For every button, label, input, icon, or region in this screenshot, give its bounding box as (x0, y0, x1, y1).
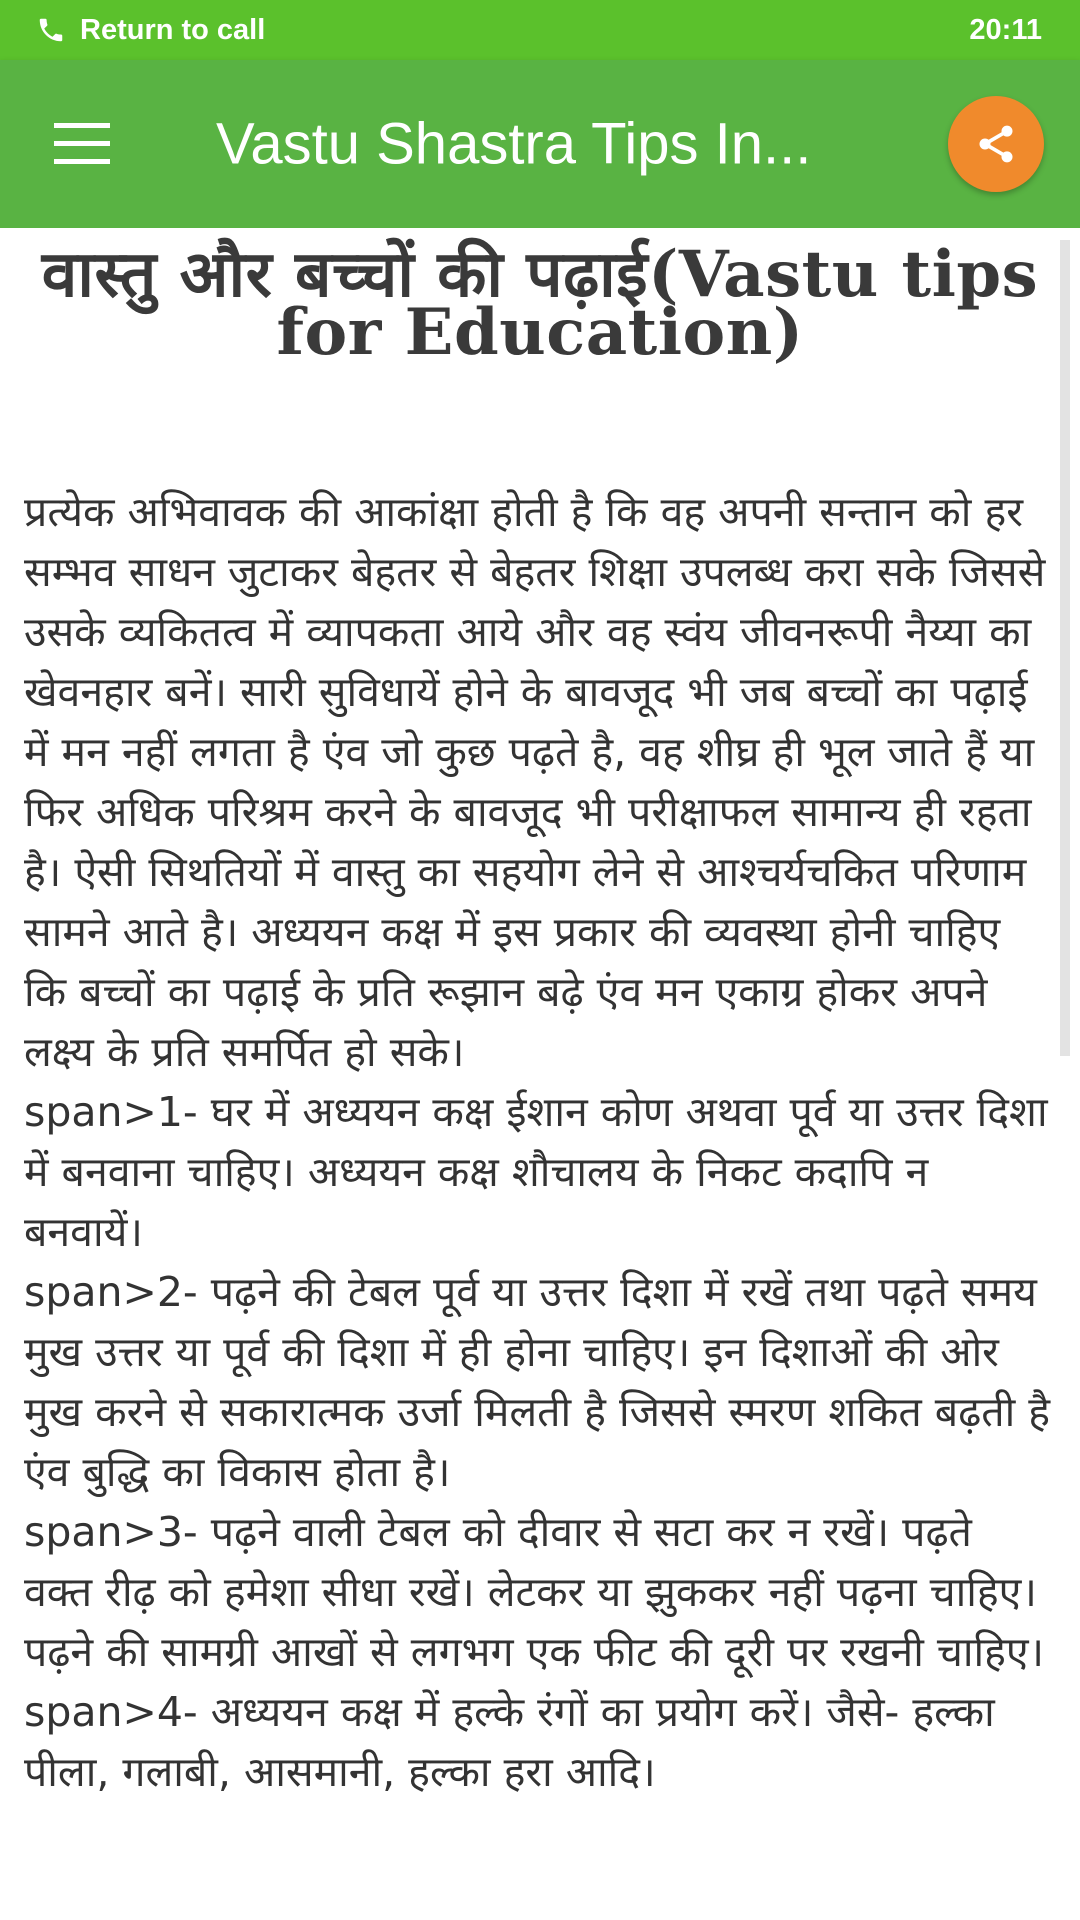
scrollbar[interactable] (1060, 240, 1070, 1056)
phone-icon (36, 15, 66, 45)
return-to-call-banner[interactable] (36, 14, 265, 47)
return-to-call-label: Return to call (80, 13, 266, 46)
article-scroll-view[interactable] (0, 228, 1080, 1920)
article-paragraph: span>2- पढ़ने की टेबल पूर्व या उत्तर दिशा में रखें तथा पढ़ते समय मुख उत्तर या पूर्व की दिशा में ही होना चाहिए। इन दिशाओं की ओर मुख करने से सकारात्मक उर्जा मिलती है जिससे स्मरण शकित बढ़ती है एंव बुद्धि का विकास होता है। (24, 1268, 1051, 1496)
article-paragraph: span>4- अध्ययन कक्ष में हल्के रंगों का प्रयोग करें। जैसे- हल्का पीला, गलाबी, आसमानी, हल्का हरा आदि। (24, 1688, 995, 1796)
article-paragraph: span>3- पढ़ने वाली टेबल को दीवार से सटा कर न रखें। पढ़ते वक्त रीढ़ को हमेशा सीधा रखें। लेटकर या झुककर नहीं पढ़ना चाहिए। पढ़ने की सामग्री आखों से लगभग एक फीट की दूरी पर रखनी चाहिए। (24, 1508, 1045, 1676)
app-title: Vastu Shastra Tips In... (216, 111, 812, 177)
hamburger-menu-icon (54, 120, 114, 168)
share-icon (974, 122, 1018, 166)
app-toolbar (0, 60, 1080, 228)
clock: 20:11 (969, 13, 1042, 46)
article-title: वास्तु और बच्चों की पढ़ाई(Vastu tips for Education) (41, 237, 1039, 370)
share-button[interactable] (948, 96, 1044, 192)
menu-button[interactable] (40, 100, 128, 188)
article-body (24, 482, 1052, 1802)
status-bar (0, 0, 1080, 60)
article-paragraph: span>1- घर में अध्ययन कक्ष ईशान कोण अथवा पूर्व या उत्तर दिशा में बनवाना चाहिए। अध्ययन कक्ष शौचालय के निकट कदापि न बनवायें। (24, 1088, 1048, 1256)
article-paragraph: प्रत्येक अभिवावक की आकांक्षा होती है कि वह अपनी सन्तान को हर सम्भव साधन जुटाकर बेहतर से बेहतर शिक्षा उपलब्ध करा सके जिससे उसके व्यकितत्व में व्यापकता आये और वह स्वंय जीवनरूपी नैय्या का खेवनहार बनें। सारी सुविधायें होने के बावजूद भी जब बच्चों का पढ़ाई में मन नहीं लगता है एंव जो कुछ पढ़ते है, वह शीघ्र ही भूल जाते हैं या फिर अधिक परिश्रम करने के बावजूद भी परीक्षाफल सामान्य ही रहता है। ऐसी सिथतियों में वास्तु का सहयोग लेने से आश्चर्यचकित परिणाम सामने आते है। अध्ययन कक्ष में इस प्रकार की व्यवस्था होनी चाहिए कि बच्चों का पढ़ाई के प्रति रूझान बढ़े एंव मन एकाग्र होकर अपने लक्ष्य के प्रति समर्पित हो सके। (24, 488, 1046, 1076)
